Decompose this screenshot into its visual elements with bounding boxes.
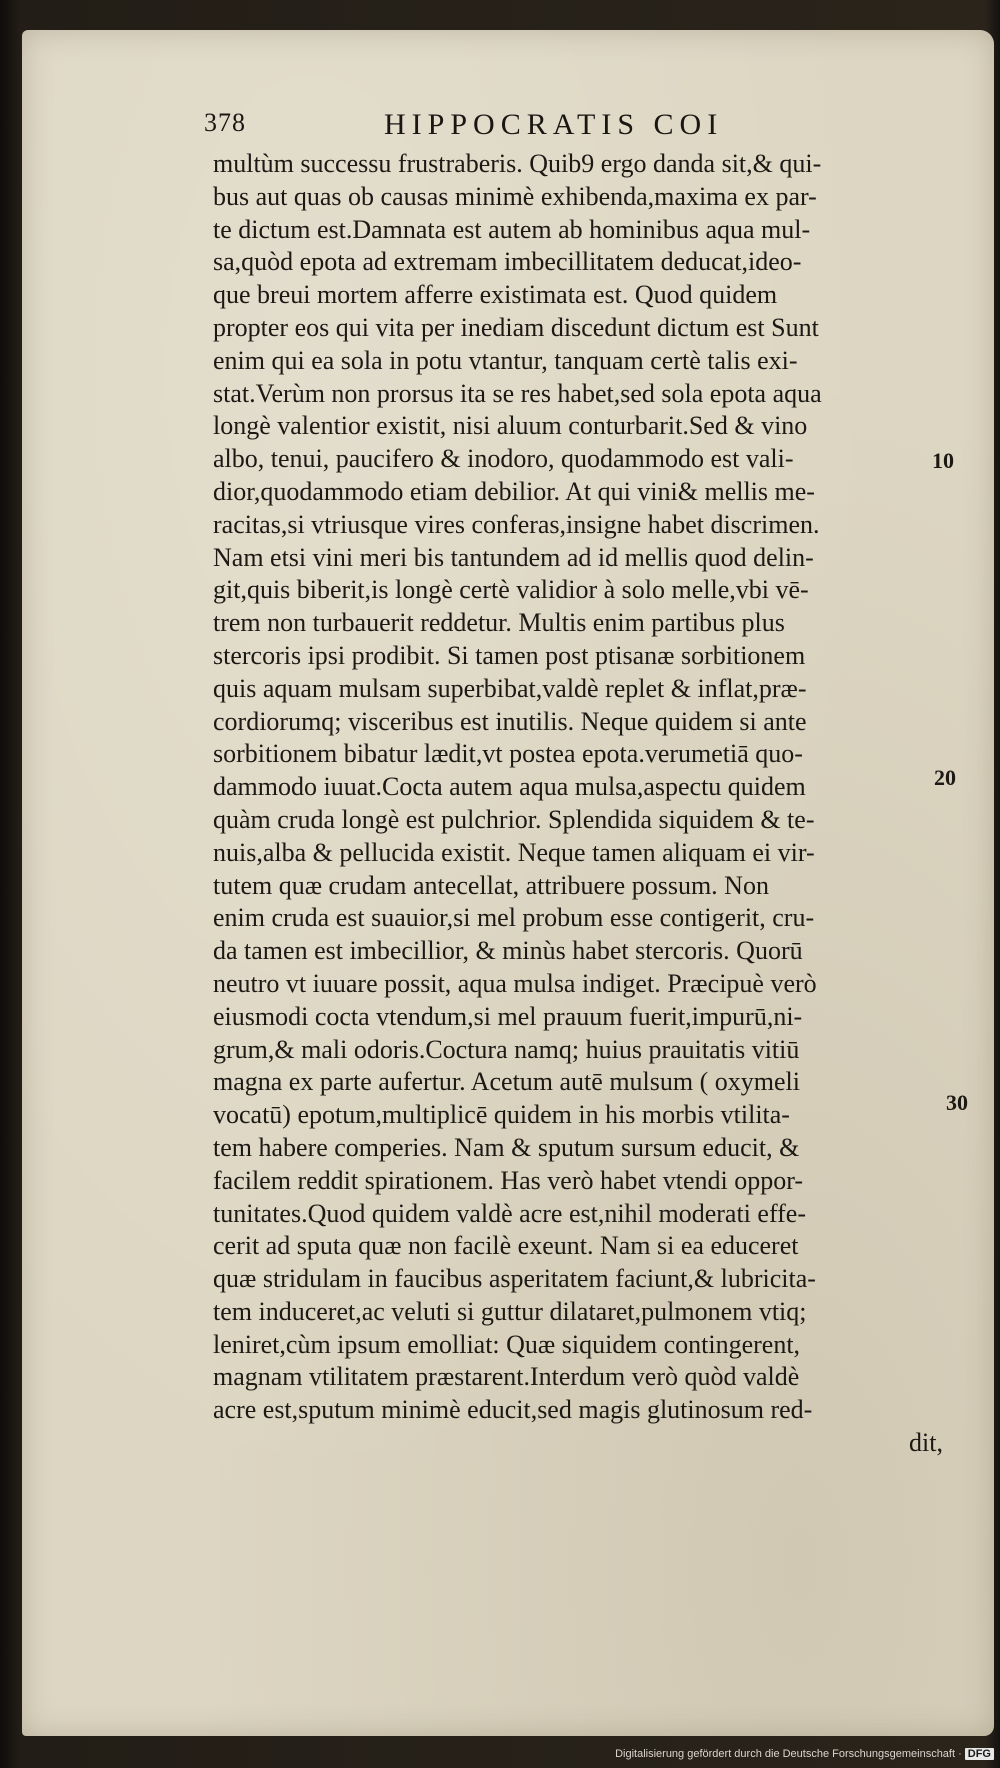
text-line: acre est,sputum minimè educit,sed magis glutinosum red- [213, 1395, 813, 1425]
text-line: Nam etsi vini meri bis tantundem ad id mellis quod delin- [213, 542, 814, 572]
margin-line-number: 10 [932, 448, 954, 473]
text-line: bus aut quas ob causas minimè exhibenda,maxima ex par- [213, 181, 817, 211]
text-line: stat.Verùm non prorsus ita se res habet,sed sola epota aqua [213, 378, 822, 408]
dfg-logo: DFG [965, 1748, 994, 1760]
text-line: cordiorumq; visceribus est inutilis. Neque quidem si ante [213, 706, 807, 736]
text-line: albo, tenui, paucifero & inodoro, quodammodo est vali- [213, 444, 794, 474]
text-line: quæ stridulam in faucibus asperitatem faciunt,& lubricita- [213, 1264, 816, 1294]
text-line: enim cruda est suauior,si mel probum esse contigerit, cru- [213, 903, 815, 933]
text-line: stercoris ipsi prodibit. Si tamen post ptisanæ sorbitionem [213, 640, 806, 670]
margin-line-number: 20 [934, 765, 956, 790]
text-block [213, 148, 943, 1460]
text-line: nuis,alba & pellucida existit. Neque tamen aliquam ei vir- [213, 837, 815, 867]
text-line: tutem quæ crudam antecellat, attribuere possum. Non [213, 870, 769, 900]
text-line: facilem reddit spirationem. Has verò habet vtendi oppor- [213, 1165, 804, 1195]
text-line: tem habere comperies. Nam & sputum sursum educit, & [213, 1132, 800, 1162]
text-line: sa,quòd epota ad extremam imbecillitatem deducat,ideo- [213, 247, 802, 277]
text-line: multùm successu frustraberis. Quib9 ergo danda sit,& qui- [213, 149, 822, 178]
text-line: que breui mortem afferre existimata est. Quod quidem [213, 280, 778, 310]
text-line: racitas,si vtriusque vires conferas,insigne habet discrimen. [213, 509, 820, 539]
text-line: quàm cruda longè est pulchrior. Splendida siquidem & te- [213, 804, 815, 834]
text-line: da tamen est imbecillior, & minùs habet stercoris. Quorū [213, 936, 803, 966]
text-line: leniret,cùm ipsum emolliat: Quæ siquidem contingerent, [213, 1329, 801, 1359]
text-line: tunitates.Quod quidem valdè acre est,nihil moderati effe- [213, 1198, 806, 1228]
text-line: magnam vtilitatem præstarent.Interdum verò quòd valdè [213, 1362, 800, 1392]
margin-line-number: 30 [946, 1090, 968, 1115]
text-line: dior,quodammodo etiam debilior. At qui vini& mellis me- [213, 476, 815, 506]
text-line: te dictum est.Damnata est autem ab hominibus aqua mul- [213, 214, 811, 244]
text-line: neutro vt iuuare possit, aqua mulsa indiget. Præcipuè verò [213, 968, 817, 998]
text-line: propter eos qui vita per inediam discedunt dictum est Sunt [213, 312, 819, 342]
text-line: tem induceret,ac veluti si guttur dilataret,pulmonem vtiq; [213, 1296, 807, 1326]
digitization-credit [615, 1748, 994, 1760]
text-line: trem non turbauerit reddetur. Multis enim partibus plus [213, 608, 785, 638]
text-line: enim qui ea sola in potu vtantur, tanquam certè talis exi- [213, 345, 798, 375]
text-line: git,quis biberit,is longè certè validior à solo melle,vbi vē- [213, 575, 809, 605]
text-line: dammodo iuuat.Cocta autem aqua mulsa,aspectu quidem [213, 772, 806, 802]
text-line: grum,& mali odoris.Coctura namq; huius prauitatis vitiū [213, 1034, 800, 1064]
credit-text: Digitalisierung gefördert durch die Deutsche Forschungsgemeinschaft · [615, 1748, 962, 1760]
text-line: sorbitionem bibatur lædit,vt postea epota.verumetiā quo- [213, 739, 803, 769]
page-number: 378 [204, 108, 246, 137]
text-line: quis aquam mulsam superbibat,valdè replet & inflat,præ- [213, 673, 807, 703]
text-line: longè valentior existit, nisi aluum conturbarit.Sed & vino [213, 411, 808, 441]
text-line: cerit ad sputa quæ non facilè exeunt. Nam si ea educeret [213, 1231, 799, 1261]
text-line: eiusmodi cocta vtendum,si mel prauum fuerit,impurū,ni- [213, 1001, 803, 1031]
text-line: magna ex parte aufertur. Acetum autē mulsum ( oxymeli [213, 1067, 800, 1097]
page-header [204, 108, 924, 148]
text-line: vocatū) epotum,multiplicē quidem in his morbis vtilita- [213, 1100, 790, 1130]
text-line: dit, [909, 1428, 943, 1458]
running-head: HIPPOCRATIS COI [384, 108, 724, 141]
